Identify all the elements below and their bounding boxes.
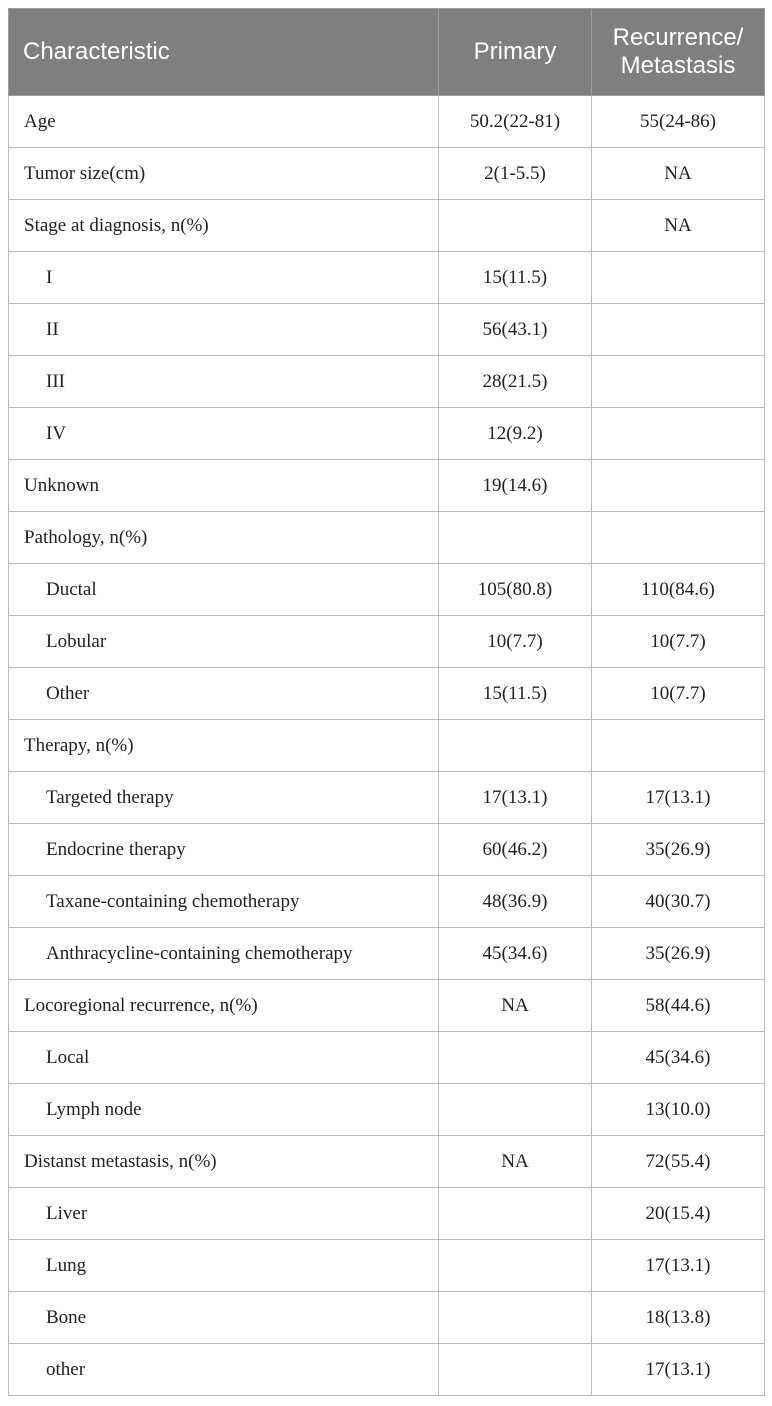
table-row <box>9 200 765 252</box>
row-sublabel: IV <box>9 408 439 460</box>
cell-recurrence-metastasis: 18(13.8) <box>592 1292 765 1344</box>
row-sublabel: Lung <box>9 1240 439 1292</box>
cell-recurrence-metastasis: 58(44.6) <box>592 980 765 1032</box>
cell-primary <box>439 512 592 564</box>
row-sublabel: Local <box>9 1032 439 1084</box>
cell-primary: 45(34.6) <box>439 928 592 980</box>
header-characteristic: Characteristic <box>9 9 439 96</box>
row-sublabel: Taxane-containing chemotherapy <box>9 876 439 928</box>
cell-primary: 48(36.9) <box>439 876 592 928</box>
row-sublabel: Lobular <box>9 616 439 668</box>
table-row <box>9 876 765 928</box>
cell-recurrence-metastasis <box>592 304 765 356</box>
table-row <box>9 1344 765 1396</box>
table-row <box>9 96 765 148</box>
cell-primary: 12(9.2) <box>439 408 592 460</box>
cell-primary: 28(21.5) <box>439 356 592 408</box>
row-sublabel: Ductal <box>9 564 439 616</box>
cell-recurrence-metastasis: 17(13.1) <box>592 1240 765 1292</box>
row-label: Stage at diagnosis, n(%) <box>9 200 439 252</box>
cell-primary: 10(7.7) <box>439 616 592 668</box>
cell-recurrence-metastasis: 17(13.1) <box>592 1344 765 1396</box>
table-row <box>9 980 765 1032</box>
row-label: Unknown <box>9 460 439 512</box>
row-sublabel: Bone <box>9 1292 439 1344</box>
table-header <box>9 9 765 96</box>
cell-recurrence-metastasis <box>592 720 765 772</box>
cell-primary: 19(14.6) <box>439 460 592 512</box>
cell-primary <box>439 1292 592 1344</box>
cell-primary <box>439 1188 592 1240</box>
row-label: Tumor size(cm) <box>9 148 439 200</box>
cell-recurrence-metastasis: 45(34.6) <box>592 1032 765 1084</box>
cell-recurrence-metastasis <box>592 460 765 512</box>
table-row <box>9 148 765 200</box>
cell-recurrence-metastasis: 72(55.4) <box>592 1136 765 1188</box>
cell-primary <box>439 1240 592 1292</box>
table-row <box>9 1240 765 1292</box>
row-label: Therapy, n(%) <box>9 720 439 772</box>
cell-primary: 56(43.1) <box>439 304 592 356</box>
cell-recurrence-metastasis <box>592 512 765 564</box>
cell-recurrence-metastasis: 35(26.9) <box>592 928 765 980</box>
cell-recurrence-metastasis: 13(10.0) <box>592 1084 765 1136</box>
cell-recurrence-metastasis: 110(84.6) <box>592 564 765 616</box>
cell-recurrence-metastasis <box>592 356 765 408</box>
cell-primary <box>439 200 592 252</box>
table-row <box>9 616 765 668</box>
table-row <box>9 1188 765 1240</box>
table-row <box>9 824 765 876</box>
table-row <box>9 356 765 408</box>
cell-primary <box>439 720 592 772</box>
cell-primary: 2(1-5.5) <box>439 148 592 200</box>
row-sublabel: Targeted therapy <box>9 772 439 824</box>
header-primary: Primary <box>439 9 592 96</box>
row-sublabel: Anthracycline-containing chemotherapy <box>9 928 439 980</box>
cell-recurrence-metastasis: 55(24-86) <box>592 96 765 148</box>
cell-recurrence-metastasis: 17(13.1) <box>592 772 765 824</box>
table-row <box>9 668 765 720</box>
header-recurrence-metastasis: Recurrence/ Metastasis <box>592 9 765 96</box>
cell-primary <box>439 1084 592 1136</box>
table-row <box>9 564 765 616</box>
table-row <box>9 304 765 356</box>
cell-recurrence-metastasis: 40(30.7) <box>592 876 765 928</box>
row-sublabel: I <box>9 252 439 304</box>
table-row <box>9 252 765 304</box>
table-row <box>9 772 765 824</box>
cell-recurrence-metastasis: NA <box>592 148 765 200</box>
row-sublabel: Endocrine therapy <box>9 824 439 876</box>
table-row <box>9 512 765 564</box>
row-sublabel: Liver <box>9 1188 439 1240</box>
cell-primary: 105(80.8) <box>439 564 592 616</box>
cell-primary: 17(13.1) <box>439 772 592 824</box>
characteristics-table <box>8 8 765 1396</box>
cell-recurrence-metastasis <box>592 252 765 304</box>
table-row <box>9 460 765 512</box>
row-sublabel: Other <box>9 668 439 720</box>
row-label: Locoregional recurrence, n(%) <box>9 980 439 1032</box>
row-label: Distanst metastasis, n(%) <box>9 1136 439 1188</box>
cell-primary: NA <box>439 980 592 1032</box>
row-label: Age <box>9 96 439 148</box>
row-sublabel: III <box>9 356 439 408</box>
cell-primary: 15(11.5) <box>439 252 592 304</box>
table-row <box>9 1292 765 1344</box>
cell-recurrence-metastasis: 10(7.7) <box>592 616 765 668</box>
cell-primary: 15(11.5) <box>439 668 592 720</box>
cell-recurrence-metastasis: 35(26.9) <box>592 824 765 876</box>
table-row <box>9 1032 765 1084</box>
cell-recurrence-metastasis: NA <box>592 200 765 252</box>
header-row <box>9 9 765 96</box>
cell-primary: 60(46.2) <box>439 824 592 876</box>
table-body <box>9 96 765 1396</box>
cell-recurrence-metastasis <box>592 408 765 460</box>
table-row <box>9 928 765 980</box>
row-sublabel: II <box>9 304 439 356</box>
cell-recurrence-metastasis: 10(7.7) <box>592 668 765 720</box>
cell-recurrence-metastasis: 20(15.4) <box>592 1188 765 1240</box>
cell-primary: NA <box>439 1136 592 1188</box>
cell-primary <box>439 1032 592 1084</box>
row-label: Pathology, n(%) <box>9 512 439 564</box>
row-sublabel: Lymph node <box>9 1084 439 1136</box>
cell-primary <box>439 1344 592 1396</box>
table-row <box>9 1136 765 1188</box>
cell-primary: 50.2(22-81) <box>439 96 592 148</box>
table-row <box>9 720 765 772</box>
row-sublabel: other <box>9 1344 439 1396</box>
table-row <box>9 408 765 460</box>
table-row <box>9 1084 765 1136</box>
